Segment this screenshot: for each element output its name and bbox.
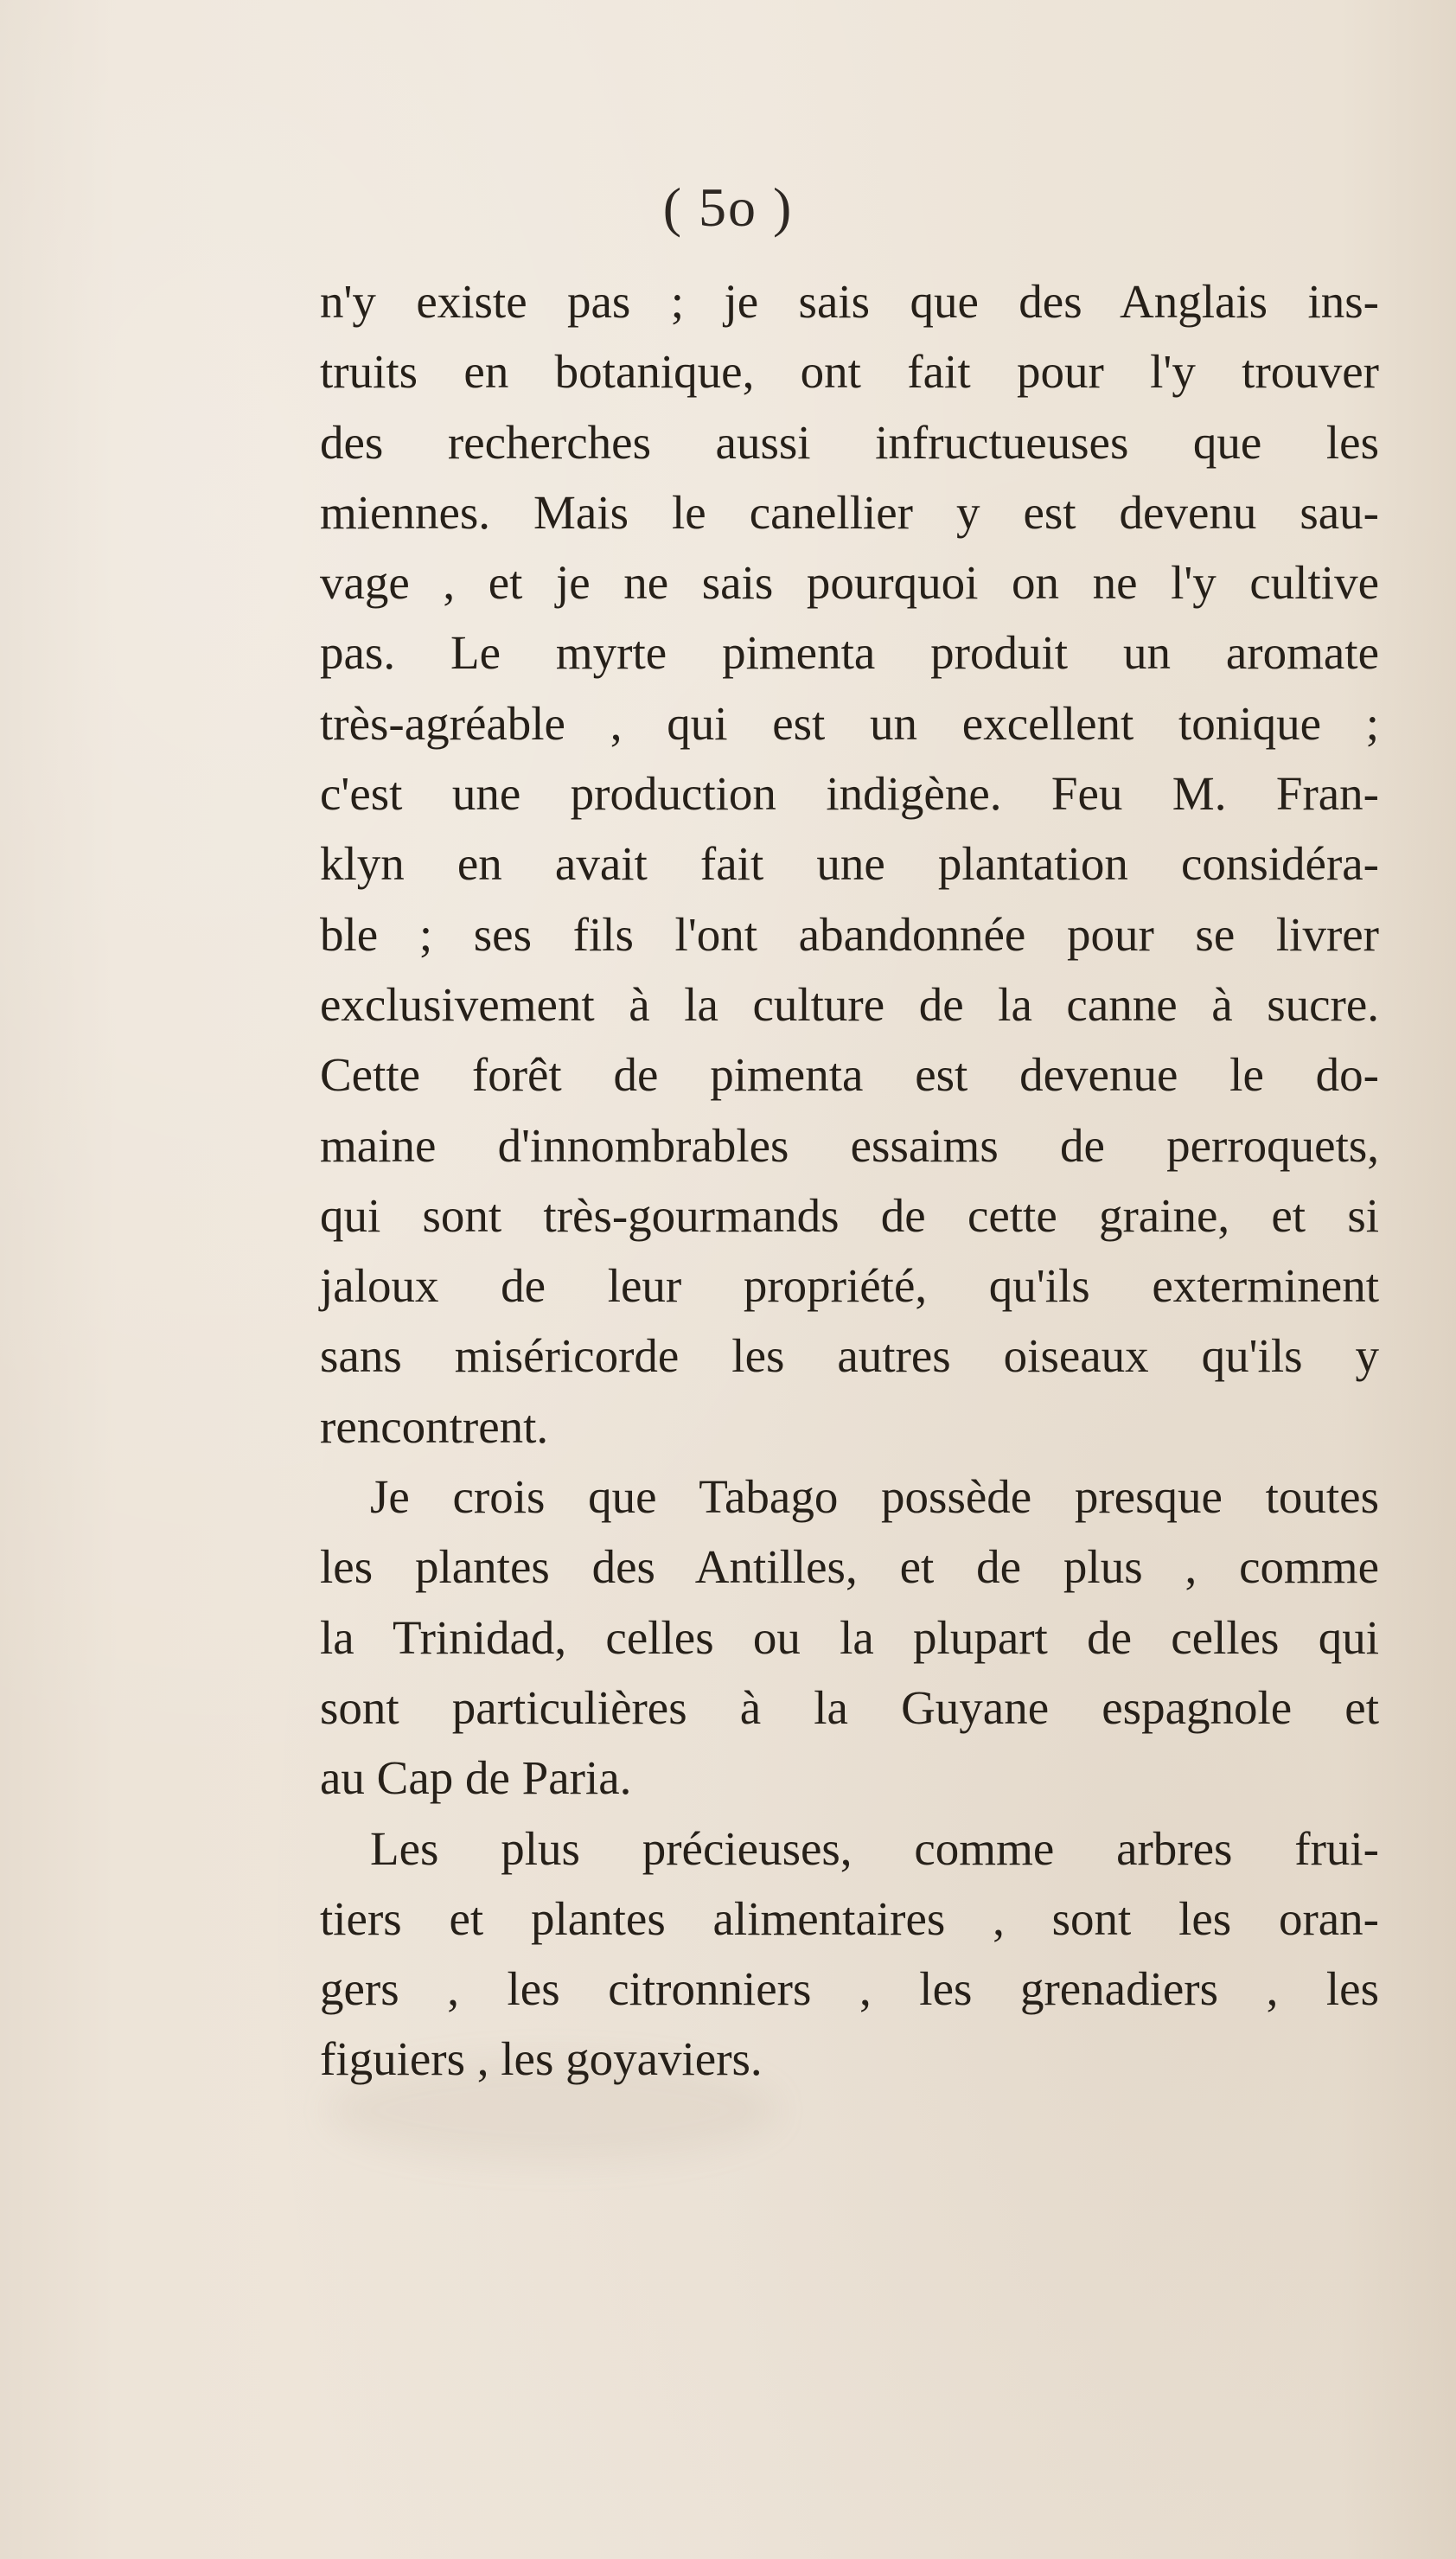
- text-line: rencontrent.: [320, 1399, 549, 1453]
- text-line: vage , et je ne sais pourquoi on ne l'y cultive: [320, 556, 1379, 610]
- text-line: au Cap de Paria.: [320, 1751, 632, 1805]
- text-line: sans miséricorde les autres oiseaux qu'ils y: [320, 1329, 1379, 1383]
- text-line: truits en botanique, ont fait pour l'y trouver: [320, 345, 1379, 399]
- text-line: des recherches aussi infructueuses que les: [320, 415, 1379, 469]
- text-line: Les plus précieuses, comme arbres frui-: [370, 1821, 1379, 1875]
- page-number: ( 5o ): [662, 176, 794, 238]
- text-line: c'est une production indigène. Feu M. Fran-: [320, 767, 1379, 821]
- text-line: tiers et plantes alimentaires , sont les oran-: [320, 1891, 1379, 1945]
- text-line: exclusivement à la culture de la canne à sucre.: [320, 977, 1379, 1031]
- text-line: n'y existe pas ; je sais que des Anglais ins-: [320, 275, 1379, 328]
- text-line: très-agréable , qui est un excellent tonique ;: [320, 696, 1379, 750]
- text-line: maine d'innombrables essaims de perroquets,: [320, 1118, 1379, 1172]
- text-line: Cette forêt de pimenta est devenue le do-: [320, 1048, 1379, 1102]
- text-line: qui sont très-gourmands de cette graine, et si: [320, 1188, 1379, 1242]
- body-text: [320, 266, 1379, 2095]
- text-line: gers , les citronniers , les grenadiers , les: [320, 1962, 1379, 2016]
- text-line: ble ; ses fils l'ont abandonnée pour se livrer: [320, 907, 1379, 961]
- text-line: sont particulières à la Guyane espagnole et: [320, 1680, 1379, 1734]
- text-line: la Trinidad, celles ou la plupart de celles qui: [320, 1610, 1379, 1664]
- text-line: les plantes des Antilles, et de plus , comme: [320, 1540, 1379, 1594]
- text-line: figuiers , les goyaviers.: [320, 2032, 763, 2086]
- text-line: klyn en avait fait une plantation considéra-: [320, 837, 1379, 891]
- text-line: Je crois que Tabago possède presque toutes: [370, 1470, 1379, 1524]
- text-line: jaloux de leur propriété, qu'ils exterminent: [320, 1259, 1379, 1313]
- text-line: pas. Le myrte pimenta produit un aromate: [320, 626, 1379, 680]
- text-line: miennes. Mais le canellier y est devenu sau-: [320, 485, 1379, 539]
